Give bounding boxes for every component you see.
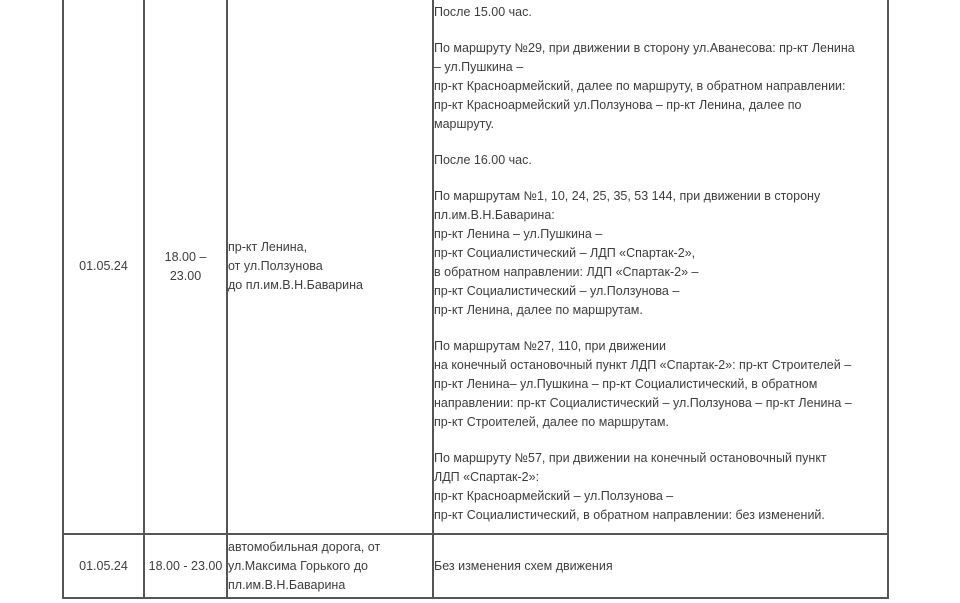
time-line: 18.00 – bbox=[164, 249, 207, 264]
place-line: пр-кт Ленина, bbox=[228, 240, 308, 254]
description-paragraph bbox=[434, 3, 887, 22]
place-line: от ул.Ползунова bbox=[228, 259, 323, 273]
description-line: По маршруту №57, при движении на конечный остановочный пункт bbox=[434, 451, 827, 465]
description-line: пр-кт Социалистический, в обратном направлении: без изменений. bbox=[434, 508, 825, 522]
place-line: автомобильная дорога, от bbox=[228, 539, 381, 554]
place-line: пл.им.В.Н.Баварина bbox=[228, 577, 346, 592]
time-cell: 18.00 - 23.00 bbox=[144, 534, 227, 598]
description-line: пр-кт Ленина, далее по маршрутам. bbox=[434, 303, 643, 317]
date-cell: 01.05.24 bbox=[63, 534, 144, 598]
description-cell: Без изменения схем движения bbox=[433, 534, 888, 598]
description-line: пр-кт Социалистический – ул.Ползунова – bbox=[434, 284, 680, 298]
time-line: 23.00 bbox=[169, 268, 202, 283]
description-line: пр-кт Ленина– ул.Пушкина – пр-кт Социалистический, в обратном bbox=[434, 377, 818, 391]
table-row bbox=[63, 0, 888, 534]
description-cell bbox=[433, 0, 888, 534]
time-cell bbox=[144, 0, 227, 534]
description-line: пр-кт Строителей, далее по маршрутам. bbox=[434, 415, 669, 429]
date-cell: 01.05.24 bbox=[63, 0, 144, 534]
description-paragraph bbox=[434, 151, 887, 170]
place-cell bbox=[227, 534, 433, 598]
description-line: направлении: пр-кт Социалистический – ул.Ползунова – пр-кт Ленина – bbox=[434, 396, 852, 410]
description-line: По маршрутам №27, 110, при движении bbox=[434, 339, 667, 353]
table-row bbox=[63, 534, 888, 598]
place-line: ул.Максима Горького до bbox=[228, 558, 368, 573]
description-line: пр-кт Красноармейский – ул.Ползунова – bbox=[434, 489, 674, 503]
description-line: в обратном направлении: ЛДП «Спартак-2» – bbox=[434, 265, 699, 279]
description-line: ЛДП «Спартак-2»: bbox=[434, 470, 540, 484]
description-line: По маршруту №29, при движении в сторону ул.Аванесова: пр-кт Ленина bbox=[434, 41, 855, 55]
description-line: После 15.00 час. bbox=[434, 5, 532, 19]
description-line: пр-кт Красноармейский ул.Ползунова – пр-кт Ленина, далее по bbox=[434, 98, 802, 112]
description-paragraph bbox=[434, 337, 887, 432]
place-line: до пл.им.В.Н.Баварина bbox=[228, 278, 364, 292]
traffic-schedule-table bbox=[62, 0, 889, 599]
description-line: пр-кт Ленина – ул.Пушкина – bbox=[434, 227, 603, 241]
description-line: По маршрутам №1, 10, 24, 25, 35, 53 144, при движении в сторону bbox=[434, 189, 821, 203]
description-line: маршруту. bbox=[434, 117, 494, 131]
description-line: – ул.Пушкина – bbox=[434, 60, 524, 74]
description-line: После 16.00 час. bbox=[434, 153, 532, 167]
description-line: пл.им.В.Н.Баварина: bbox=[434, 208, 555, 222]
description-line: пр-кт Социалистический – ЛДП «Спартак-2», bbox=[434, 246, 696, 260]
description-line: пр-кт Красноармейский, далее по маршруту, в обратном направлении: bbox=[434, 79, 846, 93]
description-paragraph bbox=[434, 449, 887, 525]
description-line: на конечный остановочный пункт ЛДП «Спартак-2»: пр-кт Строителей – bbox=[434, 358, 852, 372]
description-paragraph bbox=[434, 187, 887, 320]
description-paragraph bbox=[434, 39, 887, 134]
place-cell bbox=[227, 0, 433, 534]
